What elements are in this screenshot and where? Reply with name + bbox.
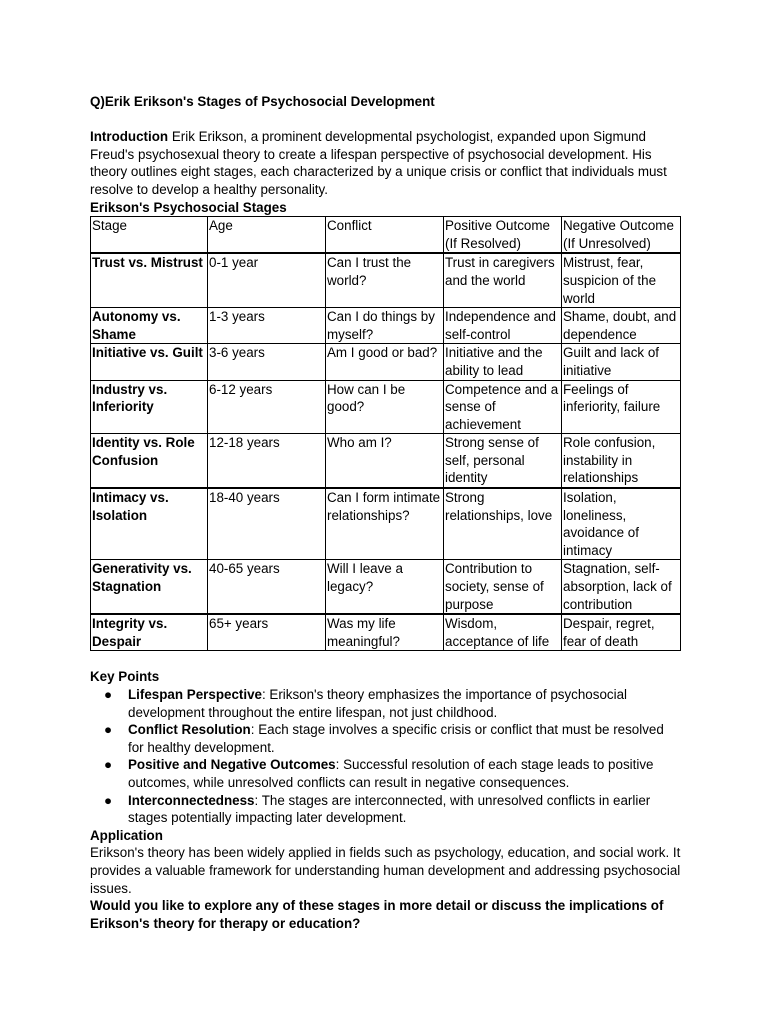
conflict-cell: Can I do things by myself? (326, 308, 444, 344)
introduction-label: Introduction (90, 129, 169, 145)
table-row (91, 380, 681, 434)
negative-outcome-cell: Mistrust, fear, suspicion of the world (562, 253, 681, 307)
list-item (90, 721, 682, 756)
stage-cell: Autonomy vs. Shame (91, 308, 208, 344)
stage-cell: Trust vs. Mistrust (91, 253, 208, 307)
document-title: Q)Erik Erikson's Stages of Psychosocial Development (90, 94, 435, 109)
conflict-cell: Was my life meaningful? (326, 614, 444, 651)
list-item (90, 686, 682, 721)
table-header-row (91, 217, 681, 254)
negative-outcome-cell: Despair, regret, fear of death (562, 614, 681, 651)
age-cell: 18-40 years (208, 488, 326, 560)
header-positive-outcome: Positive Outcome (If Resolved) (444, 217, 562, 254)
key-point-label: Interconnectedness (128, 792, 255, 808)
stage-cell: Intimacy vs. Isolation (91, 488, 208, 560)
negative-outcome-cell: Shame, doubt, and dependence (562, 308, 681, 344)
negative-outcome-cell: Isolation, loneliness, avoidance of intimacy (562, 488, 681, 560)
positive-outcome-cell: Trust in caregivers and the world (444, 253, 562, 307)
header-conflict: Conflict (326, 217, 444, 254)
header-stage: Stage (91, 217, 208, 254)
table-row (91, 344, 681, 380)
table-row (91, 614, 681, 651)
header-negative-outcome: Negative Outcome (If Unresolved) (562, 217, 681, 254)
application-paragraph: Erikson's theory has been widely applied in fields such as psychology, education, and social work. It provides a valuable framework for understanding human development and addressing psychosocial issues. (90, 845, 681, 896)
age-cell: 1-3 years (208, 308, 326, 344)
conflict-cell: Can I form intimate relationships? (326, 488, 444, 560)
conflict-cell: How can I be good? (326, 380, 444, 434)
key-point-text: : The stages are interconnected, with unresolved conflicts in earlier stages potentially impacting later development. (128, 792, 651, 826)
conflict-cell: Can I trust the world? (326, 253, 444, 307)
age-cell: 12-18 years (208, 434, 326, 488)
key-point-label: Lifespan Perspective (128, 687, 262, 702)
header-age: Age (208, 217, 326, 254)
negative-outcome-cell: Guilt and lack of initiative (562, 344, 681, 380)
age-cell: 6-12 years (208, 380, 326, 434)
stage-cell: Industry vs. Inferiority (91, 380, 208, 434)
key-points-heading: Key Points (90, 669, 160, 685)
table-row (91, 308, 681, 344)
conflict-cell: Am I good or bad? (326, 344, 444, 380)
key-point-text: : Successful resolution of each stage leads to positive outcomes, while unresolved conflicts can result in negative consequences. (128, 757, 654, 790)
bullet-icon: ● (104, 687, 113, 702)
age-cell: 3-6 years (208, 344, 326, 380)
negative-outcome-cell: Stagnation, self-absorption, lack of contribution (562, 560, 681, 614)
positive-outcome-cell: Competence and a sense of achievement (444, 380, 562, 434)
age-cell: 0-1 year (208, 253, 326, 307)
list-item (90, 756, 682, 791)
stage-cell: Initiative vs. Guilt (91, 344, 208, 380)
positive-outcome-cell: Strong relationships, love (444, 488, 562, 560)
key-points-list (90, 686, 682, 827)
table-row (91, 253, 681, 307)
key-point-text: : Each stage involves a specific crisis or conflict that must be resolved for healthy development. (128, 722, 664, 755)
application-heading: Application (90, 827, 163, 843)
table-row (91, 488, 681, 560)
stage-cell: Identity vs. Role Confusion (91, 434, 208, 488)
bullet-icon: ● (104, 757, 113, 773)
bullet-icon: ● (104, 722, 113, 738)
positive-outcome-cell: Wisdom, acceptance of life (444, 614, 562, 651)
closing-question: Would you like to explore any of these stages in more detail or discuss the implications of Erikson's theory for therapy or education? (90, 898, 664, 931)
negative-outcome-cell: Role confusion, instability in relationships (562, 434, 681, 488)
key-point-text: : Erikson's theory emphasizes the importance of psychosocial development throughout the entire lifespan, not just childhood. (128, 687, 627, 720)
document-content (90, 93, 682, 932)
table-row (91, 560, 681, 614)
stage-cell: Integrity vs. Despair (91, 614, 208, 651)
introduction-paragraph (90, 128, 682, 198)
key-point-label: Conflict Resolution (128, 722, 251, 738)
stages-table (90, 216, 681, 651)
stage-cell: Generativity vs. Stagnation (91, 560, 208, 614)
age-cell: 65+ years (208, 614, 326, 651)
introduction-text: Erik Erikson, a prominent developmental psychologist, expanded upon Sigmund Freud's psychosexual theory to create a lifespan perspective of psychosocial development. His theory outlines eight stages, each characterized by a unique crisis or conflict that individuals must resolve to develop a healthy personality. (90, 129, 667, 197)
negative-outcome-cell: Feelings of inferiority, failure (562, 380, 681, 434)
conflict-cell: Will I leave a legacy? (326, 560, 444, 614)
bullet-icon: ● (104, 792, 113, 808)
key-point-label: Positive and Negative Outcomes (128, 757, 336, 773)
list-item (90, 792, 682, 827)
table-heading: Erikson's Psychosocial Stages (90, 199, 287, 215)
positive-outcome-cell: Strong sense of self, personal identity (444, 434, 562, 488)
conflict-cell: Who am I? (326, 434, 444, 488)
age-cell: 40-65 years (208, 560, 326, 614)
positive-outcome-cell: Independence and self-control (444, 308, 562, 344)
positive-outcome-cell: Contribution to society, sense of purpose (444, 560, 562, 614)
table-row (91, 434, 681, 488)
positive-outcome-cell: Initiative and the ability to lead (444, 344, 562, 380)
